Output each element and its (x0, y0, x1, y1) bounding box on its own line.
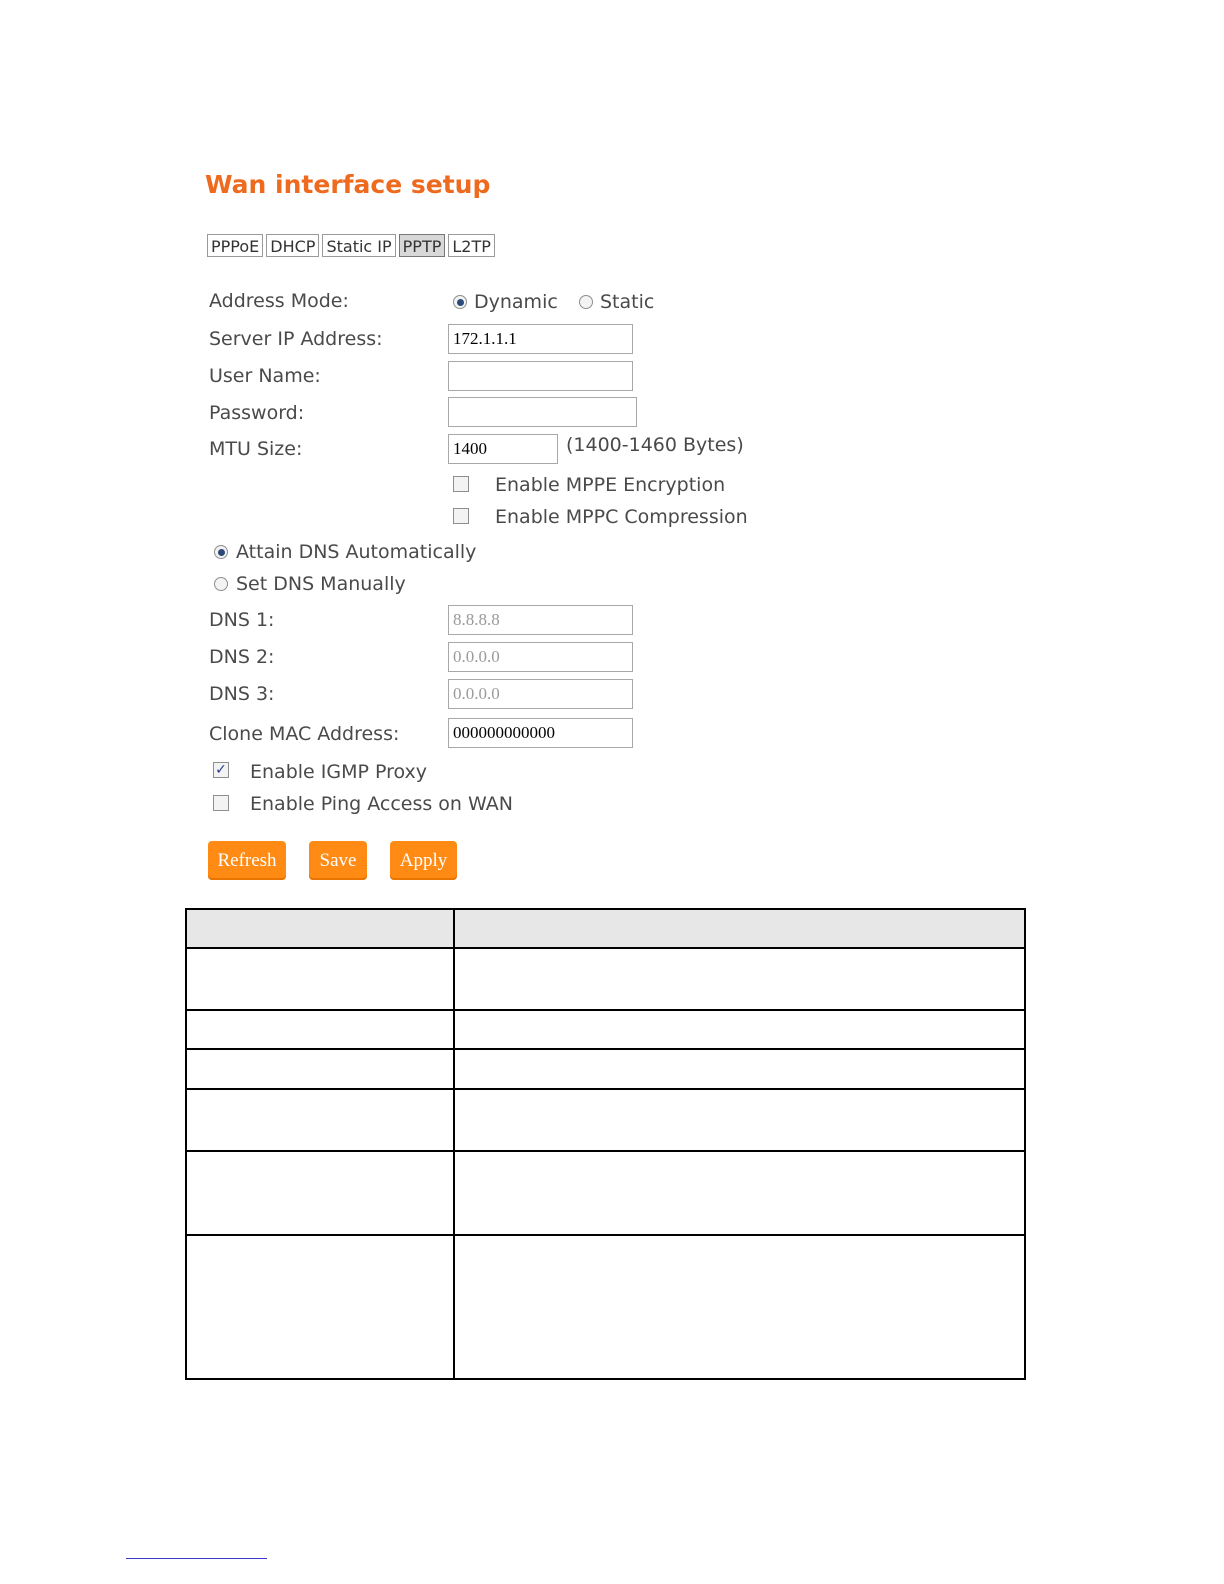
table-cell (186, 1010, 454, 1049)
user-name-input[interactable] (448, 361, 633, 391)
mtu-size-input[interactable]: 1400 (448, 434, 558, 464)
password-input[interactable] (448, 397, 637, 427)
clone-mac-label: Clone MAC Address: (209, 723, 400, 745)
ping-wan-checkbox[interactable] (213, 795, 229, 811)
description-table (185, 908, 1026, 1380)
password-label: Password: (209, 402, 305, 424)
dns-auto-radio[interactable] (214, 545, 228, 559)
apply-button[interactable]: Apply (390, 841, 457, 880)
address-mode-dynamic-radio[interactable] (453, 295, 467, 309)
table-cell (186, 1089, 454, 1151)
table-cell (454, 1235, 1025, 1379)
table-row (186, 1089, 1025, 1151)
address-mode-static-label: Static (600, 291, 655, 313)
table-cell (186, 1151, 454, 1235)
clone-mac-input[interactable]: 000000000000 (448, 718, 633, 748)
table-header-row (186, 909, 1025, 948)
dns1-input[interactable]: 8.8.8.8 (448, 605, 633, 635)
table-cell (454, 1049, 1025, 1089)
table-row (186, 948, 1025, 1010)
mtu-size-label: MTU Size: (209, 438, 303, 460)
dns-auto-label: Attain DNS Automatically (236, 541, 477, 563)
tab-static-ip[interactable]: Static IP (322, 234, 395, 257)
table-row (186, 1151, 1025, 1235)
tab-dhcp[interactable]: DHCP (266, 234, 319, 257)
dns-manual-radio[interactable] (214, 577, 228, 591)
table-cell (454, 1151, 1025, 1235)
mppe-label: Enable MPPE Encryption (495, 474, 726, 496)
server-ip-label: Server IP Address: (209, 328, 383, 350)
mtu-size-hint: (1400-1460 Bytes) (566, 434, 744, 456)
table-header-cell (186, 909, 454, 948)
tab-pptp[interactable]: PPTP (399, 234, 446, 257)
dns1-label: DNS 1: (209, 609, 275, 631)
table-cell (454, 1089, 1025, 1151)
save-button[interactable]: Save (309, 841, 367, 880)
tab-pppoe[interactable]: PPPoE (207, 234, 263, 257)
page-title: Wan interface setup (205, 170, 491, 199)
dns-manual-label: Set DNS Manually (236, 573, 406, 595)
table-row (186, 1235, 1025, 1379)
mppc-label: Enable MPPC Compression (495, 506, 748, 528)
table-row (186, 1049, 1025, 1089)
dns3-input[interactable]: 0.0.0.0 (448, 679, 633, 709)
address-mode-dynamic-label: Dynamic (474, 291, 558, 313)
igmp-proxy-label: Enable IGMP Proxy (250, 761, 428, 783)
dns2-input[interactable]: 0.0.0.0 (448, 642, 633, 672)
dns2-label: DNS 2: (209, 646, 275, 668)
table-cell (454, 948, 1025, 1010)
footer-link-underline[interactable] (126, 1558, 267, 1559)
igmp-proxy-checkbox[interactable] (213, 762, 229, 778)
table-cell (186, 1235, 454, 1379)
table-row (186, 1010, 1025, 1049)
table-cell (186, 1049, 454, 1089)
table-header-cell (454, 909, 1025, 948)
tab-l2tp[interactable]: L2TP (448, 234, 495, 257)
checkmark-icon: ✓ (215, 762, 227, 778)
user-name-label: User Name: (209, 365, 321, 387)
radio-dot-icon (218, 549, 225, 556)
connection-type-tabs (207, 234, 495, 257)
ping-wan-label: Enable Ping Access on WAN (250, 793, 513, 815)
dns3-label: DNS 3: (209, 683, 275, 705)
server-ip-input[interactable]: 172.1.1.1 (448, 324, 633, 354)
mppe-checkbox[interactable] (453, 476, 469, 492)
address-mode-static-radio[interactable] (579, 295, 593, 309)
radio-dot-icon (457, 299, 464, 306)
table-cell (454, 1010, 1025, 1049)
table-cell (186, 948, 454, 1010)
refresh-button[interactable]: Refresh (208, 841, 286, 880)
address-mode-label: Address Mode: (209, 290, 349, 312)
mppc-checkbox[interactable] (453, 508, 469, 524)
